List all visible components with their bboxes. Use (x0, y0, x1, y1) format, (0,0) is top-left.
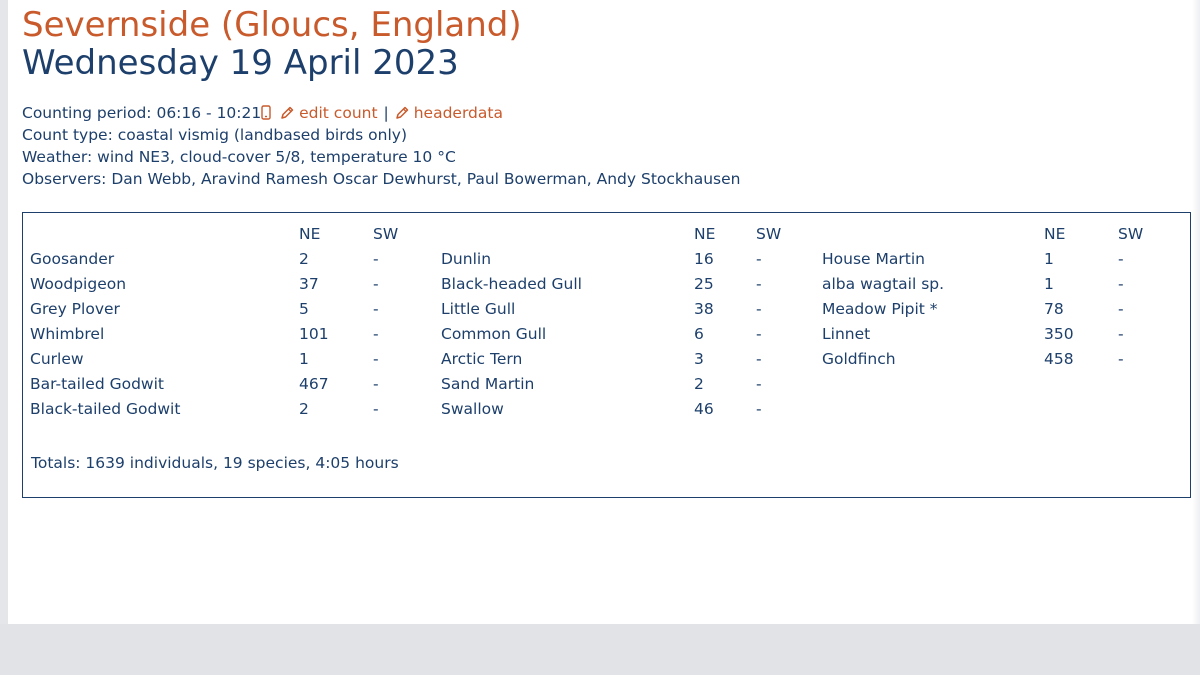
sw-count: - (373, 275, 379, 293)
sw-column-header: SW (373, 225, 399, 243)
species-name: alba wagtail sp. (822, 275, 945, 293)
ne-count: 467 (299, 375, 329, 393)
sw-count: - (1118, 350, 1124, 368)
ne-count: 37 (299, 275, 319, 293)
ne-count: 2 (299, 400, 309, 418)
sw-count: - (1118, 250, 1124, 268)
ne-count: 1 (299, 350, 309, 368)
sw-count: - (373, 400, 379, 418)
sw-count: - (756, 275, 762, 293)
sw-count: - (373, 325, 379, 343)
species-name: Whimbrel (30, 325, 105, 343)
sw-count: - (373, 250, 379, 268)
edit-count-label: edit count (299, 104, 378, 122)
counting-period-row (22, 102, 740, 124)
ne-count: 1 (1044, 250, 1054, 268)
species-name: Goldfinch (822, 350, 896, 368)
ne-count: 350 (1044, 325, 1074, 343)
pencil-icon (395, 104, 409, 126)
ne-count: 6 (694, 325, 704, 343)
ne-count: 2 (694, 375, 704, 393)
sw-count: - (1118, 275, 1124, 293)
headerdata-link[interactable] (395, 104, 503, 122)
ne-count: 5 (299, 300, 309, 318)
bottom-gray-band (0, 624, 1200, 675)
species-name: Black-tailed Godwit (30, 400, 181, 418)
ne-column-header: NE (694, 225, 716, 243)
ne-count: 16 (694, 250, 714, 268)
separator: | (383, 104, 389, 122)
sw-count: - (373, 300, 379, 318)
species-name: Swallow (441, 400, 504, 418)
species-name: Bar-tailed Godwit (30, 375, 164, 393)
site-title: Severnside (Gloucs, England) (22, 5, 522, 45)
weather: Weather: wind NE3, cloud-cover 5/8, temperature 10 °C (22, 148, 456, 166)
ne-count: 3 (694, 350, 704, 368)
sw-count: - (1118, 325, 1124, 343)
sw-count: - (756, 375, 762, 393)
ne-count: 1 (1044, 275, 1054, 293)
mobile-phone-icon (261, 104, 271, 126)
count-metadata (22, 102, 740, 190)
ne-count: 25 (694, 275, 714, 293)
sw-count: - (1118, 300, 1124, 318)
ne-column-header: NE (1044, 225, 1066, 243)
date-title: Wednesday 19 April 2023 (22, 43, 459, 83)
species-name: Grey Plover (30, 300, 120, 318)
edit-count-link[interactable] (276, 104, 377, 122)
sw-count: - (756, 250, 762, 268)
ne-count: 78 (1044, 300, 1064, 318)
ne-column-header: NE (299, 225, 321, 243)
ne-count: 2 (299, 250, 309, 268)
sw-count: - (756, 350, 762, 368)
species-name: Linnet (822, 325, 871, 343)
sw-count: - (756, 300, 762, 318)
species-name: Dunlin (441, 250, 492, 268)
ne-count: 38 (694, 300, 714, 318)
species-name: Meadow Pipit * (822, 300, 938, 318)
species-count-table (22, 212, 1191, 498)
counting-period: Counting period: 06:16 - 10:21 (22, 104, 262, 122)
totals: Totals: 1639 individuals, 19 species, 4:05 hours (31, 454, 399, 472)
sw-count: - (373, 350, 379, 368)
ne-count: 101 (299, 325, 329, 343)
sw-count: - (756, 400, 762, 418)
species-name: Common Gull (441, 325, 547, 343)
sw-column-header: SW (756, 225, 782, 243)
ne-count: 46 (694, 400, 714, 418)
sw-column-header: SW (1118, 225, 1144, 243)
sw-count: - (373, 375, 379, 393)
species-name: Woodpigeon (30, 275, 127, 293)
right-page-edge (1192, 0, 1200, 624)
species-name: Black-headed Gull (441, 275, 582, 293)
left-page-edge (0, 0, 8, 675)
sw-count: - (756, 325, 762, 343)
count-type: Count type: coastal vismig (landbased birds only) (22, 126, 407, 144)
species-name: Little Gull (441, 300, 516, 318)
observers: Observers: Dan Webb, Aravind Ramesh Oscar Dewhurst, Paul Bowerman, Andy Stockhausen (22, 170, 741, 188)
species-name: Arctic Tern (441, 350, 523, 368)
species-name: House Martin (822, 250, 925, 268)
species-name: Curlew (30, 350, 84, 368)
pencil-icon (280, 104, 294, 126)
headerdata-label: headerdata (413, 104, 503, 122)
ne-count: 458 (1044, 350, 1074, 368)
species-name: Sand Martin (441, 375, 535, 393)
species-name: Goosander (30, 250, 115, 268)
